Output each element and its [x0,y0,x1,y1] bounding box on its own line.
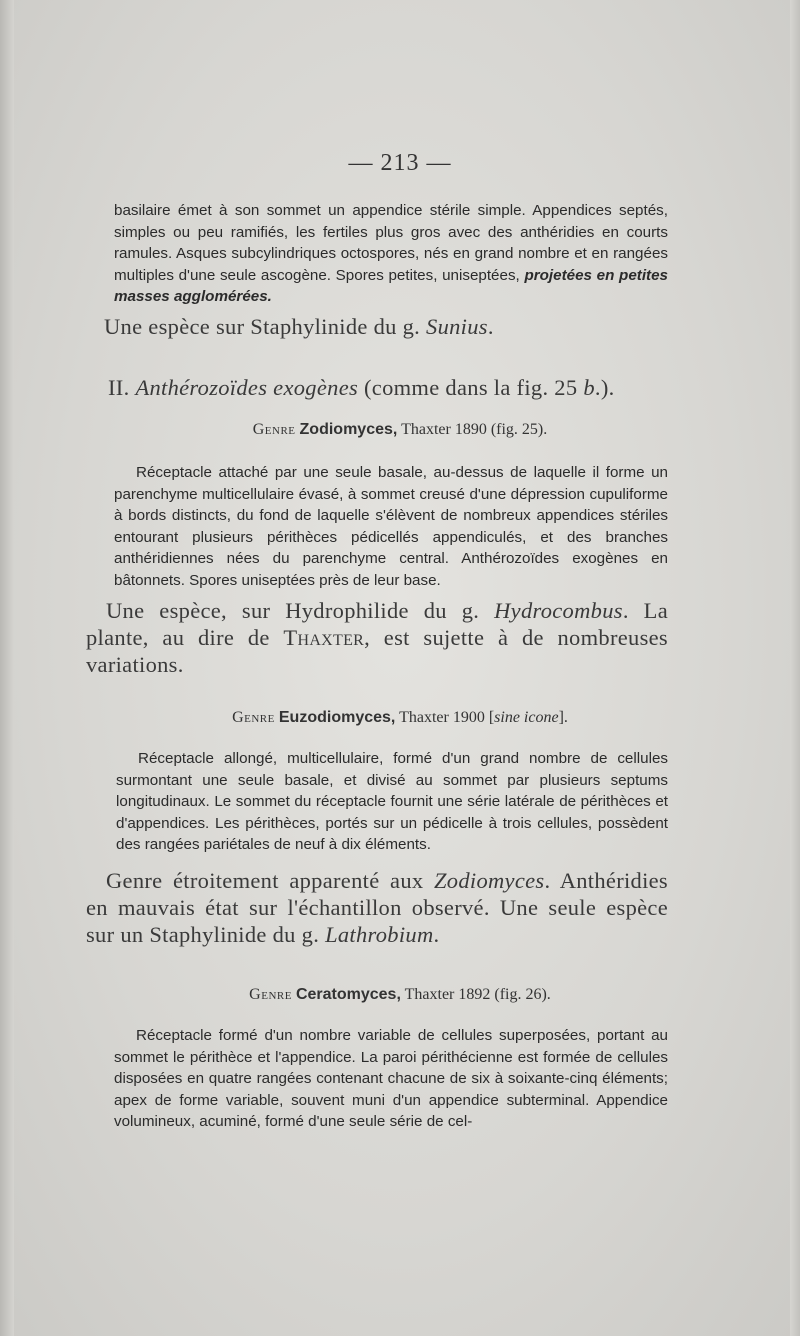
section-italic: Anthérozoïdes exogènes [135,375,359,400]
genre-name: Ceratomyces, [295,986,401,1003]
genus-name: Zodiomyces [433,868,545,893]
page-left-edge [0,0,14,1336]
genus-name: Hydrocombus [494,598,623,623]
genre-author: Thaxter 1892 (fig. 26). [404,986,551,1003]
section-heading [108,374,688,401]
paragraph-ceratomyces [114,1025,668,1133]
large-text: Une espèce, sur Hydrophilide du g. [106,598,480,623]
paragraph-text: Réceptacle formé d'un nombre variable de cellules superposées, portant au sommet le périthèce et l'appendice. La paroi périthécienne est formée de cellules disposées en quatre rangées contenant chacune de six à soixante-cinq éléments; apex de forme variable, souvent muni d'un appendice subterminal. Appendice volumineux, acuminé, formé d'une seule série de cel- [114,1027,668,1130]
genre-author: Thaxter 1890 (fig. 25). [401,421,548,438]
large-text-block-1 [104,313,684,340]
punctuation: . [433,922,440,947]
genre-heading-ceratomyces [0,986,800,1004]
page-right-edge [790,0,800,1336]
large-text: . Anthéridies en mauvais état sur l'échantillon observé. Une seule espèce sur un Staphylinide du g. [86,868,668,947]
bracket-italic: sine icone [494,709,559,726]
fig-letter: b [583,375,595,400]
genre-heading-zodiomyces [0,421,800,439]
large-text: Une espèce sur Staphylinide du g. [104,314,421,339]
genre-label: Genre [232,709,275,726]
section-end: .). [594,375,615,400]
paragraph-euzodiomyces [116,748,668,856]
genre-name: Euzodiomyces, [278,709,396,726]
genre-name: Zodiomyces, [299,421,398,438]
author-name: Thaxter [283,625,365,650]
large-text: Genre étroitement apparenté aux [106,868,424,893]
paragraph-continuation [114,200,668,308]
page-number: — 213 — [348,150,452,176]
genre-author: Thaxter 1900 [399,709,485,726]
large-text: , est sujette à de nombreuses variations. [86,625,668,677]
italic-phrase: projetées en petites masses agglomérées. [114,266,668,305]
genre-label: Genre [249,986,292,1003]
section-numeral: II. [108,375,130,400]
punctuation: . [487,314,494,339]
paragraph-text: Réceptacle attaché par une seule basale, au-dessus de laquelle il forme un parenchyme multicellulaire évasé, à sommet creusé d'une dépression cupuliforme à bords distincts, du fond de laquelle s'élèvent de nombreux appendices stériles entourant plusieurs périthèces pédicellés appendiculés, et des branches anthéridiennes nées du parenchyme central. Anthérozoïdes exogènes en bâtonnets. Spores uniseptées près de leur base. [114,464,668,589]
large-text-block-2 [86,597,668,678]
genus-name: Lathrobium [325,922,434,947]
genre-heading-euzodiomyces: Genre Euzodiomyces, Thaxter 1900 [sine icone]. [232,709,568,726]
large-text: . La plante, au dire de [86,598,668,650]
paragraph-text: Réceptacle allongé, multicellulaire, formé d'un grand nombre de cellules surmontant une seule basale, et divisé au sommet par plusieurs septums longitudinaux. Le sommet du réceptacle fournit une série latérale de périthèces et d'appendices. Les périthèces, portés sur un pédicelle à trois cellules, possèdent des rangées pariétales de neuf à dix éléments. [116,750,668,853]
paragraph-text: basilaire émet à son sommet un appendice stérile simple. Appendices septés, simples ou peu ramifiés, les fertiles plus gros avec des anthéridies en courts ramules. Asques subcylindriques octospores, nés en grand nombre et en rangées multiples d'une seule ascogène. Spores petites, uniseptées, [114,202,668,284]
section-rest: (comme dans la fig. 25 [363,375,578,400]
large-text-block-3 [86,867,668,948]
paragraph-zodiomyces [114,462,668,591]
genre-label: Genre [252,421,296,438]
punctuation: . [563,709,568,726]
genus-name: Sunius [426,314,488,339]
